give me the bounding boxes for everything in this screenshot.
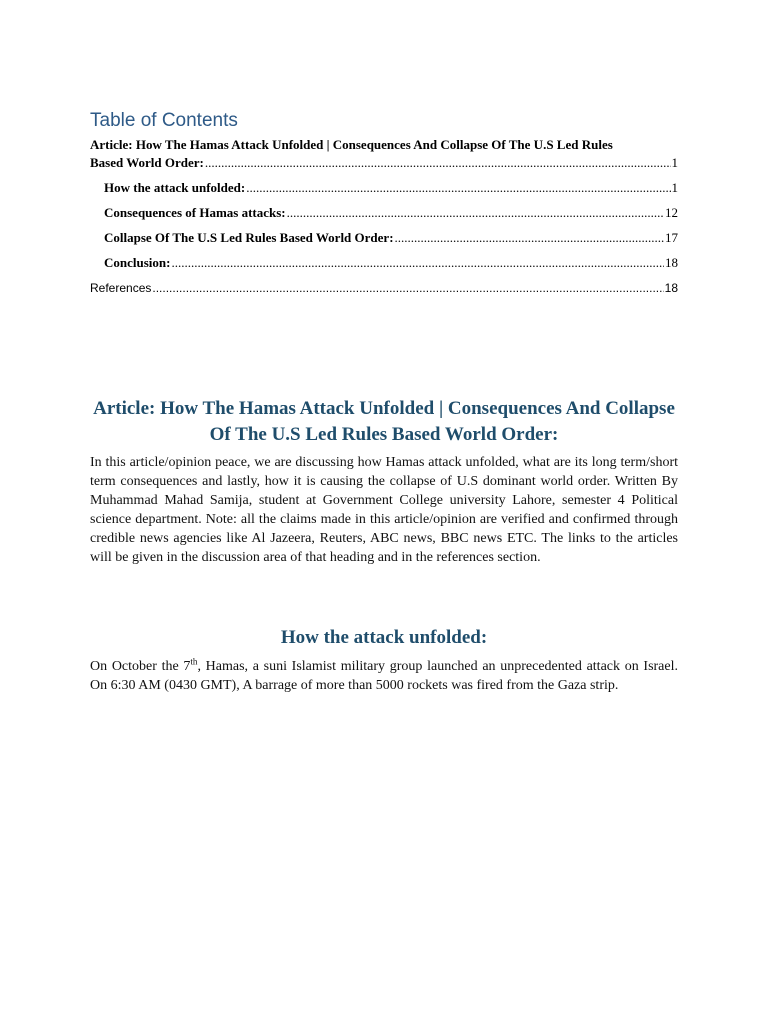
toc-entry-references[interactable] (90, 281, 678, 295)
toc-page-number: 18 (664, 281, 678, 295)
intro-paragraph: In this article/opinion peace, we are discussing how Hamas attack unfolded, what are its long term/short term consequences and lastly, how it is causing the collapse of U.S dominant world order. Written By Muhammad Mahad Samija, student at Government College university Lahore, semester 4 Political science department. Note: all the claims made in this article/opinion are verified and confirmed through credible news agencies like Al Jazeera, Reuters, ABC news, BBC news ETC. The links to the articles will be given in the discussion area of that heading and in the references section. (90, 455, 678, 565)
toc-leader-dots (152, 281, 663, 295)
toc-entry-label: Consequences of Hamas attacks: (104, 205, 286, 220)
toc-title: Table of Contents (90, 110, 238, 131)
toc-entry-label: Collapse Of The U.S Led Rules Based World Order: (104, 230, 394, 245)
toc-page-number: 1 (671, 155, 678, 170)
toc-entry-main-line2: Based World Order: (90, 155, 204, 170)
toc-entry-label: How the attack unfolded: (104, 180, 246, 195)
toc-entry-label: Conclusion: (104, 255, 171, 270)
section-text-start: On October the 7 (90, 659, 191, 674)
toc-leader-dots (171, 255, 664, 271)
toc-entry-main[interactable] (90, 155, 678, 171)
toc-page-number: 18 (665, 255, 678, 270)
toc-entry-label: References (90, 281, 152, 295)
toc-entry-consequences[interactable] (104, 205, 678, 221)
toc-leader-dots (395, 230, 664, 246)
toc-entry-conclusion[interactable] (104, 255, 678, 271)
article-heading: Article: How The Hamas Attack Unfolded | Consequences And Collapse Of The U.S Led Rules Based World Order: (93, 398, 675, 445)
section-text-rest: , Hamas, a suni Islamist military group launched an unprecedented attack on Israel. On 6:30 AM (0430 GMT), A barrage of more than 5000 rockets was fired from the Gaza strip. (90, 659, 678, 693)
section-heading: How the attack unfolded: (280, 627, 488, 648)
toc-entry-collapse[interactable] (104, 230, 678, 246)
toc-page-number: 17 (665, 230, 678, 245)
toc-page-number: 12 (665, 205, 678, 220)
section-paragraph (90, 657, 678, 695)
toc-entry-how-attack-unfolded[interactable] (104, 180, 678, 196)
toc-page-number: 1 (671, 180, 678, 195)
toc-leader-dots (287, 205, 664, 221)
ordinal-superscript: th (190, 656, 198, 667)
toc-leader-dots (205, 155, 671, 171)
toc-entry-main-line1[interactable]: Article: How The Hamas Attack Unfolded | Consequences And Collapse Of The U.S Led Rules (90, 137, 613, 152)
toc-leader-dots (246, 180, 670, 196)
